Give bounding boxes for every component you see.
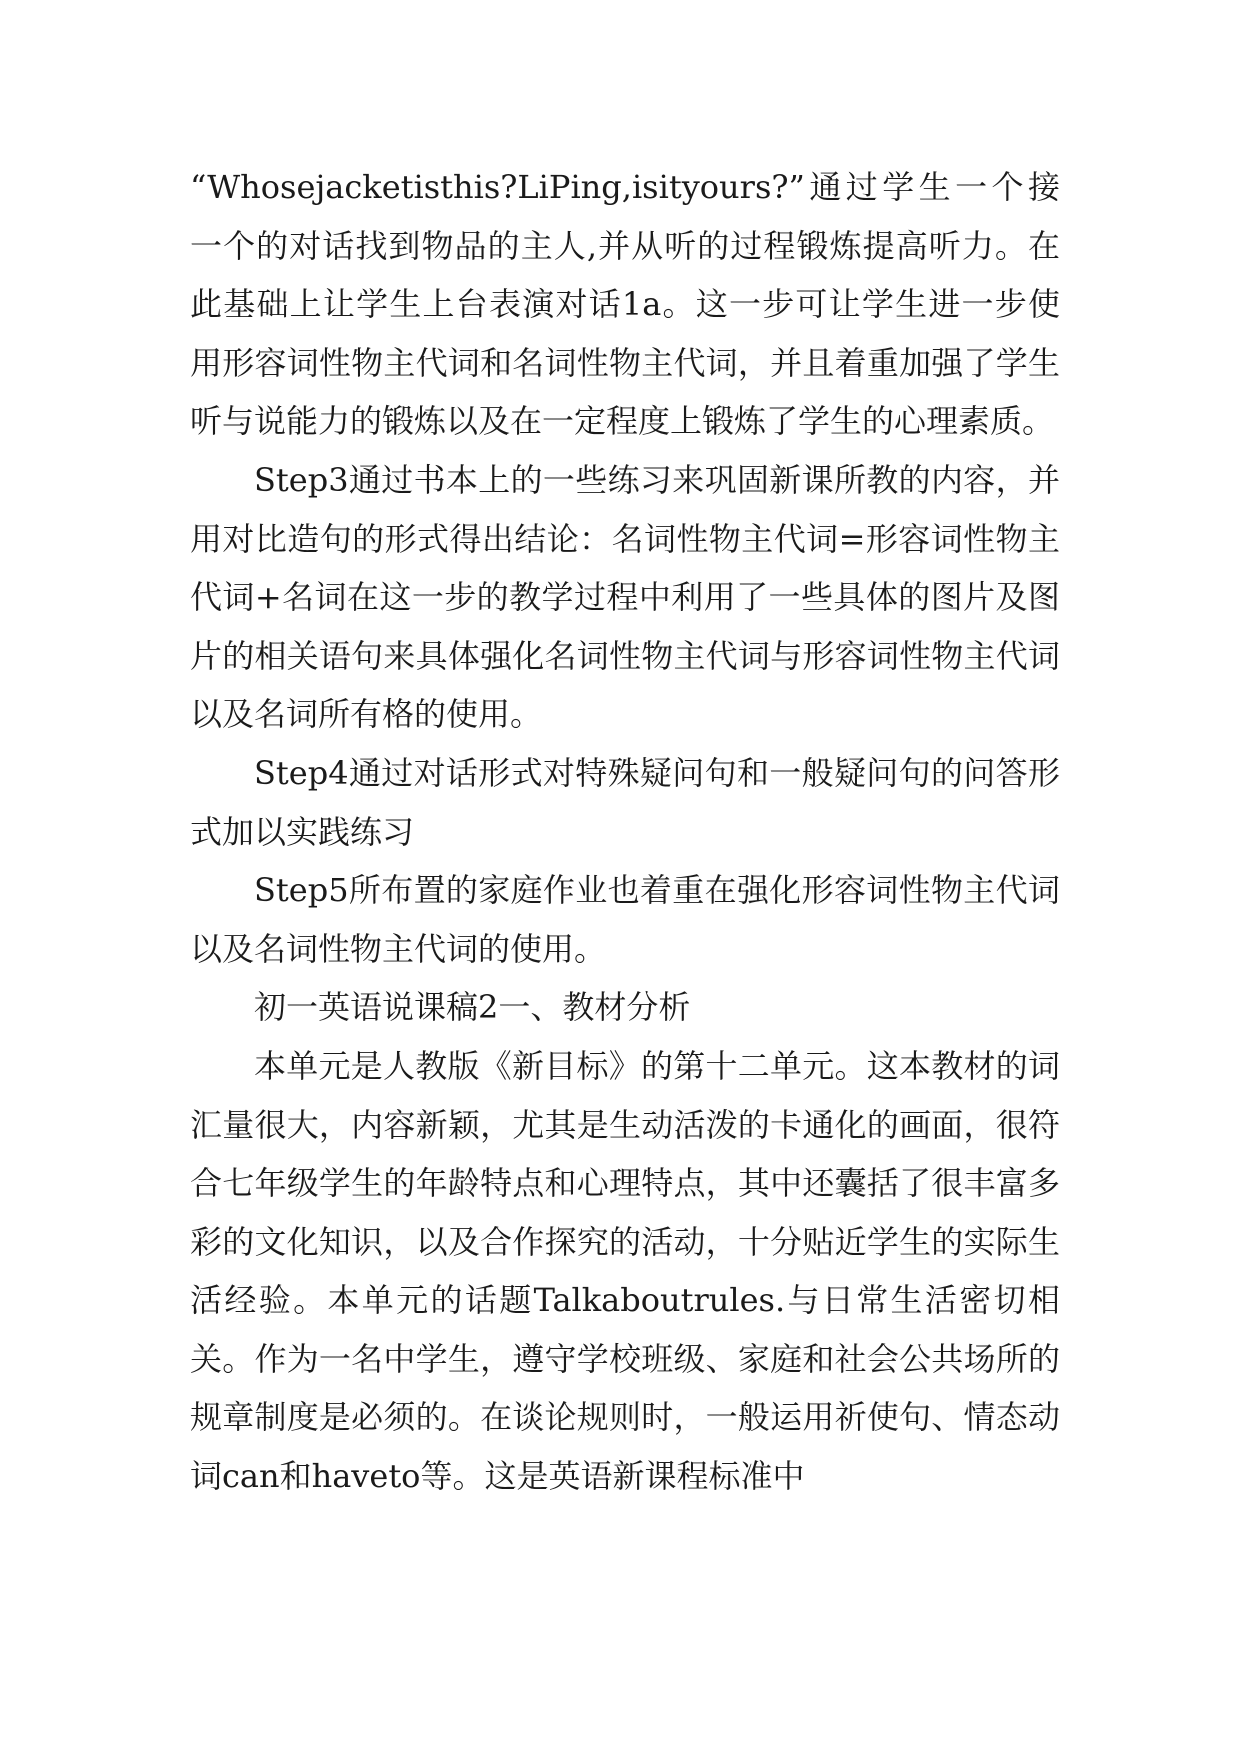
paragraph-textbook-analysis: 本单元是人教版《新目标》的第十二单元。这本教材的词汇量很大，内容新颖，尤其是生动活泼的卡通化的画面，很符合七年级学生的年龄特点和心理特点，其中还囊括了很丰富多彩的文化知识，以及合作探究的活动，十分贴近学生的实际生活经验。本单元的话题Talkaboutrules.与日常生活密切相关。作为一名中学生，遵守学校班级、家庭和社会公共场所的规章制度是必须的。在谈论规则时，一般运用祈使句、情态动词can和haveto等。这是英语新课程标准中 — [190, 1046, 1060, 1496]
body-text — [190, 158, 1060, 1506]
paragraph-step4: Step4通过对话形式对特殊疑问句和一般疑问句的问答形式加以实践练习 — [190, 753, 1060, 851]
paragraph-step3: Step3通过书本上的一些练习来巩固新课所教的内容，并用对比造句的形式得出结论：名词性物主代词=形容词性物主代词+名词在这一步的教学过程中利用了一些具体的图片及图片的相关语句来具体强化名词性物主代词与形容词性物主代词以及名词所有格的使用。 — [190, 460, 1060, 734]
paragraph-dialogue: “Whosejacketisthis?LiPing,isityours?”通过学生一个接一个的对话找到物品的主人,并从听的过程锻炼提高听力。在此基础上让学生上台表演对话1a。这一步可让学生进一步使用形容词性物主代词和名词性物主代词，并且着重加强了学生听与说能力的锻炼以及在一定程度上锻炼了学生的心理素质。 — [190, 168, 1060, 441]
section-heading: 初一英语说课稿2一、教材分析 — [254, 988, 691, 1027]
paragraph-step5: Step5所布置的家庭作业也着重在强化形容词性物主代词以及名词性物主代词的使用。 — [190, 871, 1060, 968]
